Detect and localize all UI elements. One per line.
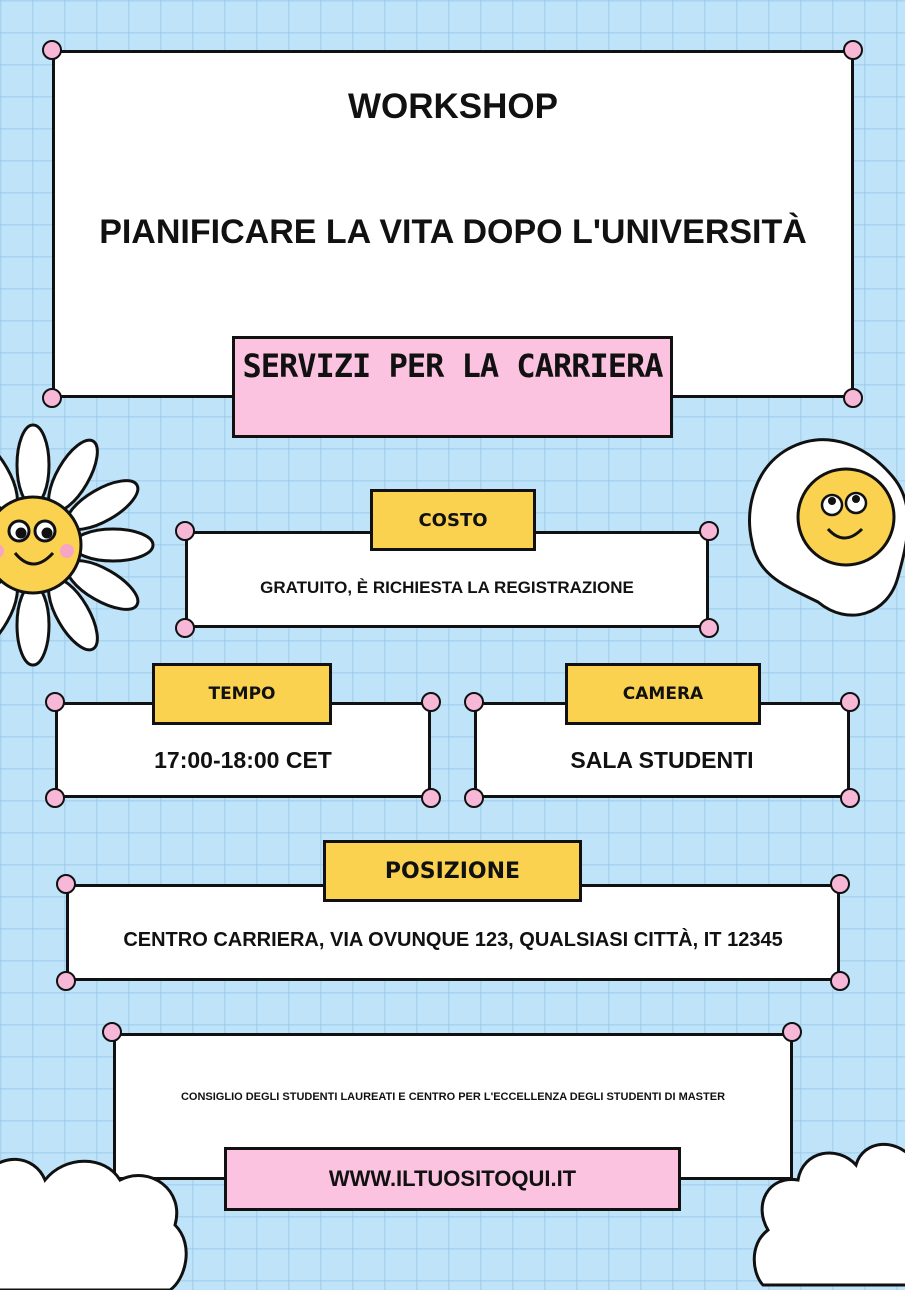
corner-dot (464, 788, 484, 808)
page-title: PIANIFICARE LA VITA DOPO L'UNIVERSITÀ (99, 213, 807, 251)
corner-dot (830, 874, 850, 894)
corner-dot (42, 388, 62, 408)
corner-dot (42, 40, 62, 60)
corner-dot (699, 618, 719, 638)
corner-dot (843, 40, 863, 60)
department-label: SERVIZI PER LA CARRIERA (242, 347, 663, 385)
room-value: SALA STUDENTI (570, 747, 754, 773)
corner-dot (464, 692, 484, 712)
corner-dot (840, 788, 860, 808)
corner-dot (699, 521, 719, 541)
corner-dot (840, 692, 860, 712)
location-tag: POSIZIONE (323, 840, 582, 902)
fried-egg-face-icon (748, 437, 905, 627)
corner-dot (830, 971, 850, 991)
cost-value: GRATUITO, È RICHIESTA LA REGISTRAZIONE (260, 578, 634, 597)
smiling-daisy-icon (0, 435, 145, 655)
time-tag: TEMPO (152, 663, 332, 725)
corner-dot (102, 1022, 122, 1042)
time-value: 17:00-18:00 CET (154, 747, 332, 773)
corner-dot (421, 692, 441, 712)
cloud-icon (0, 1150, 190, 1290)
corner-dot (421, 788, 441, 808)
corner-dot (175, 521, 195, 541)
corner-dot (45, 788, 65, 808)
room-tag: CAMERA (565, 663, 761, 725)
organizers-text: CONSIGLIO DEGLI STUDENTI LAUREATI E CENTRO PER L'ECCELLENZA DEGLI STUDENTI DI MASTER (180, 1091, 726, 1103)
website-link[interactable]: WWW.ILTUOSITOQUI.IT (328, 1166, 577, 1191)
corner-dot (45, 692, 65, 712)
corner-dot (782, 1022, 802, 1042)
corner-dot (175, 618, 195, 638)
cloud-icon (748, 1135, 905, 1285)
workshop-label: WORKSHOP (348, 87, 558, 126)
corner-dot (843, 388, 863, 408)
department-banner (232, 336, 673, 438)
website-banner (224, 1147, 681, 1211)
corner-dot (56, 971, 76, 991)
corner-dot (56, 874, 76, 894)
cost-tag: COSTO (370, 489, 536, 551)
location-value: CENTRO CARRIERA, VIA OVUNQUE 123, QUALSIASI CITTÀ, IT 12345 (123, 929, 783, 951)
